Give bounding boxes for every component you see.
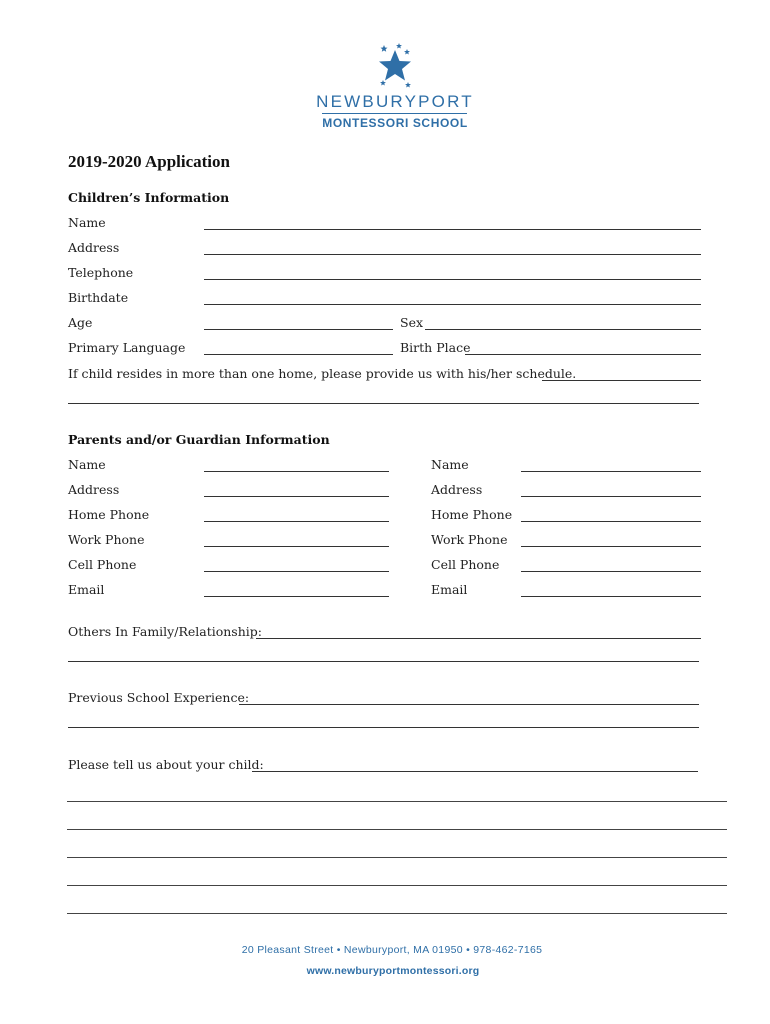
parent1-address-label: Address [68,482,120,497]
parent1-name-field[interactable] [204,471,389,472]
parent1-cell-phone-label: Cell Phone [68,557,137,572]
others-in-family-field[interactable] [256,638,701,639]
writing-line[interactable] [67,801,727,802]
child-schedule-field[interactable] [542,380,701,381]
tell-about-child-label: Please tell us about your child: [68,757,264,772]
footer-website-link[interactable]: www.newburyportmontessori.org [306,965,480,977]
parent2-work-phone-field[interactable] [521,546,701,547]
child-primary-language-field[interactable] [204,354,393,355]
writing-line[interactable] [67,913,727,914]
previous-school-field[interactable] [239,704,699,705]
child-birth-place-field[interactable] [465,354,701,355]
parent2-home-phone-field[interactable] [521,521,701,522]
footer-address: 20 Pleasant Street • Newburyport, MA 01950 • 978-462-7165 [241,944,543,956]
parent1-name-label: Name [68,457,106,472]
parent2-work-phone-label: Work Phone [431,532,508,547]
child-telephone-label: Telephone [68,265,134,280]
logo-school-subtitle: MONTESSORI SCHOOL [322,116,468,130]
child-sex-field[interactable] [425,329,701,330]
parent1-address-field[interactable] [204,496,389,497]
parent2-cell-phone-field[interactable] [521,571,701,572]
children-section-heading: Children’s Information [68,190,230,205]
page-title: 2019-2020 Application [68,152,230,171]
parent2-name-label: Name [431,457,469,472]
parent2-address-field[interactable] [521,496,701,497]
tell-about-child-field[interactable] [252,771,698,772]
others-in-family-label: Others In Family/Relationship: [68,624,262,639]
child-address-label: Address [68,240,120,255]
child-birthdate-label: Birthdate [68,290,129,305]
child-name-label: Name [68,215,106,230]
child-birthdate-field[interactable] [204,304,701,305]
child-age-field[interactable] [204,329,393,330]
school-logo [370,42,420,92]
parent2-address-label: Address [431,482,483,497]
previous-school-label: Previous School Experience: [68,690,250,705]
parent2-name-field[interactable] [521,471,701,472]
child-name-field[interactable] [204,229,701,230]
child-schedule-prompt: If child resides in more than one home, please provide us with his/her schedule. [68,366,577,381]
child-birth-place-label: Birth Place [400,340,471,355]
previous-school-field-continued[interactable] [68,727,699,728]
child-schedule-field-continued[interactable] [68,403,699,404]
parent2-home-phone-label: Home Phone [431,507,513,522]
parent1-email-label: Email [68,582,105,597]
others-in-family-field-continued[interactable] [68,661,699,662]
child-age-label: Age [68,315,93,330]
logo-divider [322,113,467,114]
writing-line[interactable] [67,885,727,886]
parent2-email-label: Email [431,582,468,597]
parent1-work-phone-field[interactable] [204,546,389,547]
child-sex-label: Sex [400,315,424,330]
child-primary-language-label: Primary Language [68,340,186,355]
writing-line[interactable] [67,857,727,858]
parent1-work-phone-label: Work Phone [68,532,145,547]
parent2-cell-phone-label: Cell Phone [431,557,500,572]
parent1-home-phone-label: Home Phone [68,507,150,522]
parent1-home-phone-field[interactable] [204,521,389,522]
starfish-icon [370,42,420,92]
logo-school-name: NEWBURYPORT [316,92,474,111]
parent2-email-field[interactable] [521,596,701,597]
writing-line[interactable] [67,829,727,830]
parent1-email-field[interactable] [204,596,389,597]
parents-section-heading: Parents and/or Guardian Information [68,432,330,447]
parent1-cell-phone-field[interactable] [204,571,389,572]
child-address-field[interactable] [204,254,701,255]
child-telephone-field[interactable] [204,279,701,280]
